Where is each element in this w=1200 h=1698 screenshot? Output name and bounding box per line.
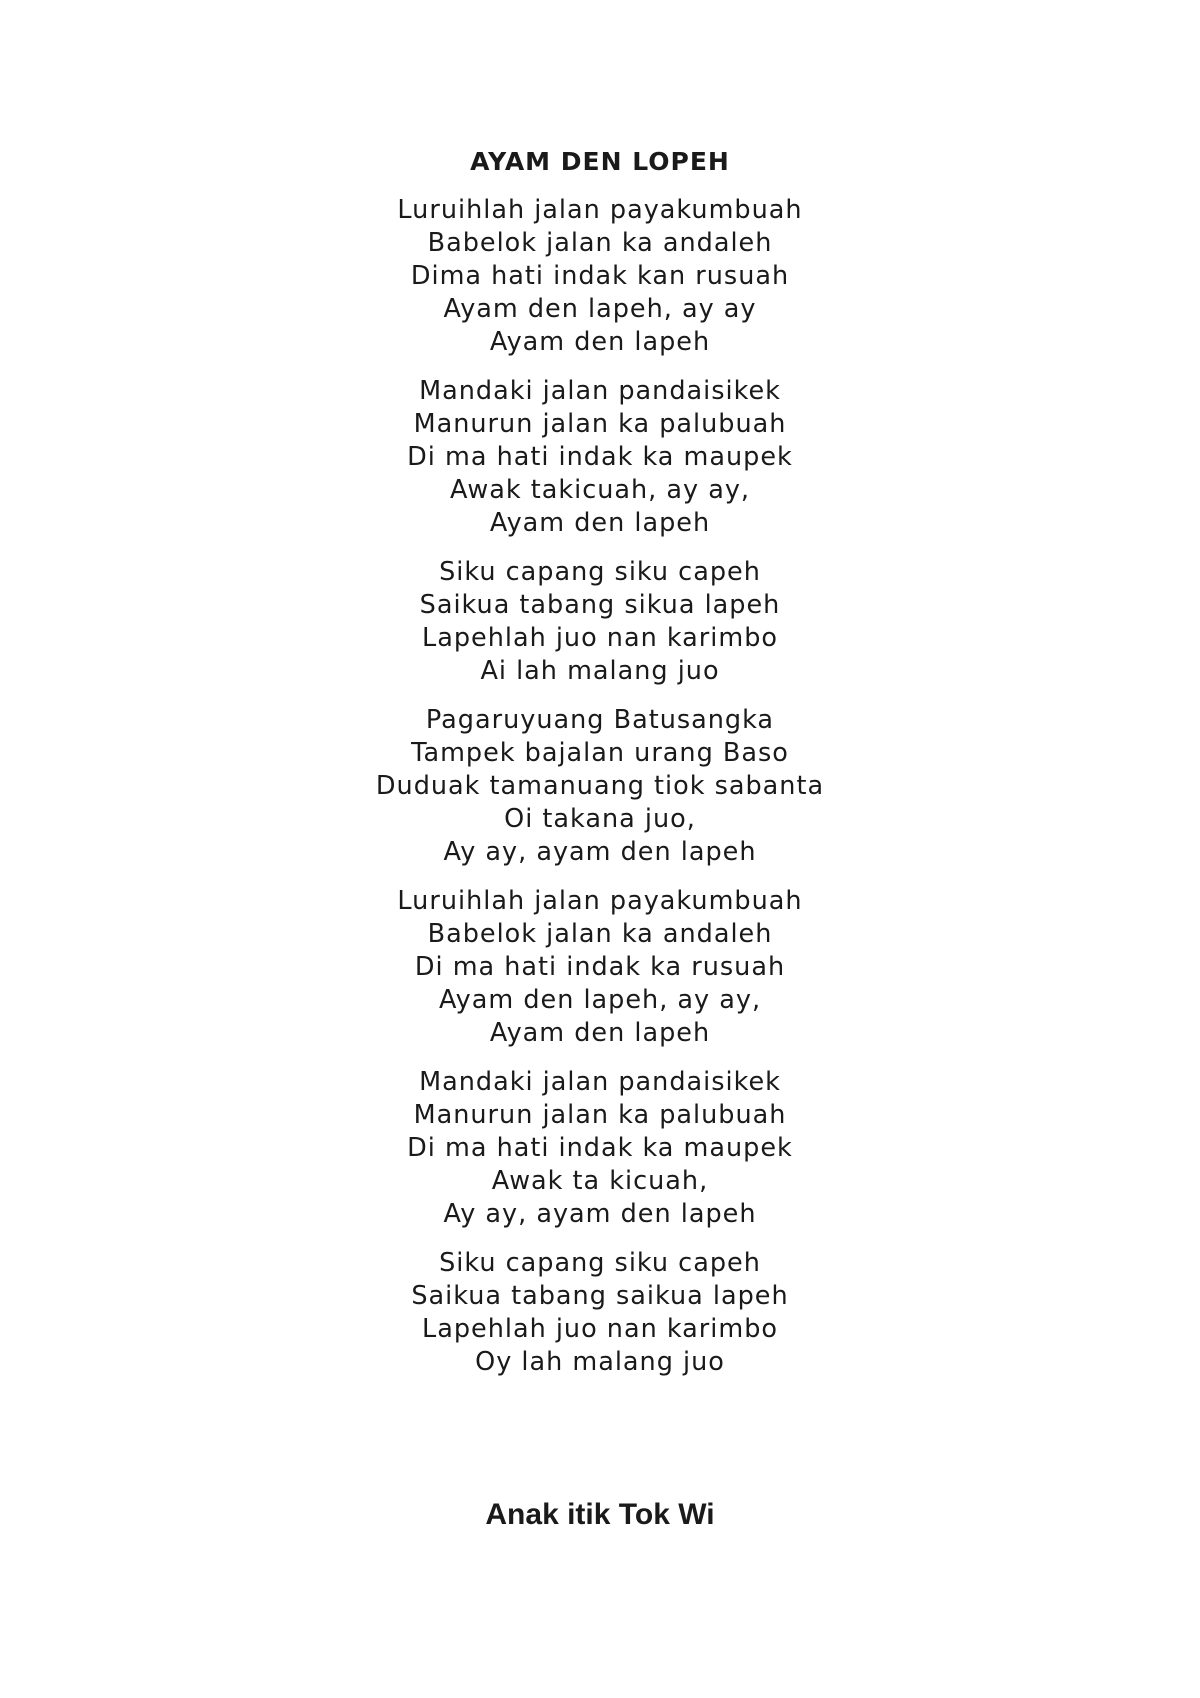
lyric-line: Ayam den lapeh xyxy=(489,1018,711,1048)
lyric-line: Saikua tabang saikua lapeh xyxy=(411,1281,789,1311)
lyric-line: Ayam den lapeh, ay ay, xyxy=(438,985,762,1015)
lyric-line: Di ma hati indak ka rusuah xyxy=(414,952,786,982)
lyric-line: Ayam den lapeh, ay ay xyxy=(443,294,757,324)
lyric-line: Lapehlah juo nan karimbo xyxy=(422,623,778,653)
lyric-line: Ay ay, ayam den lapeh xyxy=(443,1199,757,1229)
lyric-line: Di ma hati indak ka maupek xyxy=(407,442,793,472)
stanza xyxy=(0,1247,1200,1379)
lyric-line: Ayam den lapeh xyxy=(489,327,711,357)
stanza xyxy=(0,556,1200,688)
lyric-line: Mandaki jalan pandaisikek xyxy=(419,1067,781,1097)
stanza xyxy=(0,194,1200,359)
lyric-line: Tampek bajalan urang Baso xyxy=(411,738,789,768)
lyric-line: Pagaruyuang Batusangka xyxy=(425,705,775,735)
lyric-line: Ayam den lapeh xyxy=(489,508,711,538)
song-title: AYAM DEN LOPEH xyxy=(470,147,730,176)
lyric-line: Lapehlah juo nan karimbo xyxy=(422,1314,778,1344)
lyrics xyxy=(0,194,1200,1395)
next-song-title: Anak itik Tok Wi xyxy=(485,1498,715,1531)
lyric-line: Babelok jalan ka andaleh xyxy=(427,228,773,258)
lyric-line: Mandaki jalan pandaisikek xyxy=(419,376,781,406)
lyric-line: Ay ay, ayam den lapeh xyxy=(443,837,757,867)
lyric-line: Awak takicuah, ay ay, xyxy=(449,475,751,505)
lyric-line: Oi takana juo, xyxy=(504,804,696,834)
lyric-line: Luruihlah jalan payakumbuah xyxy=(397,195,803,225)
lyric-line: Manurun jalan ka palubuah xyxy=(413,409,787,439)
stanza xyxy=(0,885,1200,1050)
lyric-line: Oy lah malang juo xyxy=(475,1347,725,1377)
lyric-line: Duduak tamanuang tiok sabanta xyxy=(375,771,825,801)
lyric-line: Siku capang siku capeh xyxy=(439,1248,761,1278)
lyric-line: Luruihlah jalan payakumbuah xyxy=(397,886,803,916)
lyric-line: Manurun jalan ka palubuah xyxy=(413,1100,787,1130)
stanza xyxy=(0,1066,1200,1231)
lyric-line: Awak ta kicuah, xyxy=(491,1166,709,1196)
lyric-line: Saikua tabang sikua lapeh xyxy=(419,590,781,620)
lyric-line: Babelok jalan ka andaleh xyxy=(427,919,773,949)
lyric-line: Di ma hati indak ka maupek xyxy=(407,1133,793,1163)
lyric-line: Ai lah malang juo xyxy=(480,656,720,686)
stanza xyxy=(0,704,1200,869)
lyric-line: Siku capang siku capeh xyxy=(439,557,761,587)
lyric-line: Dima hati indak kan rusuah xyxy=(410,261,790,291)
stanza xyxy=(0,375,1200,540)
